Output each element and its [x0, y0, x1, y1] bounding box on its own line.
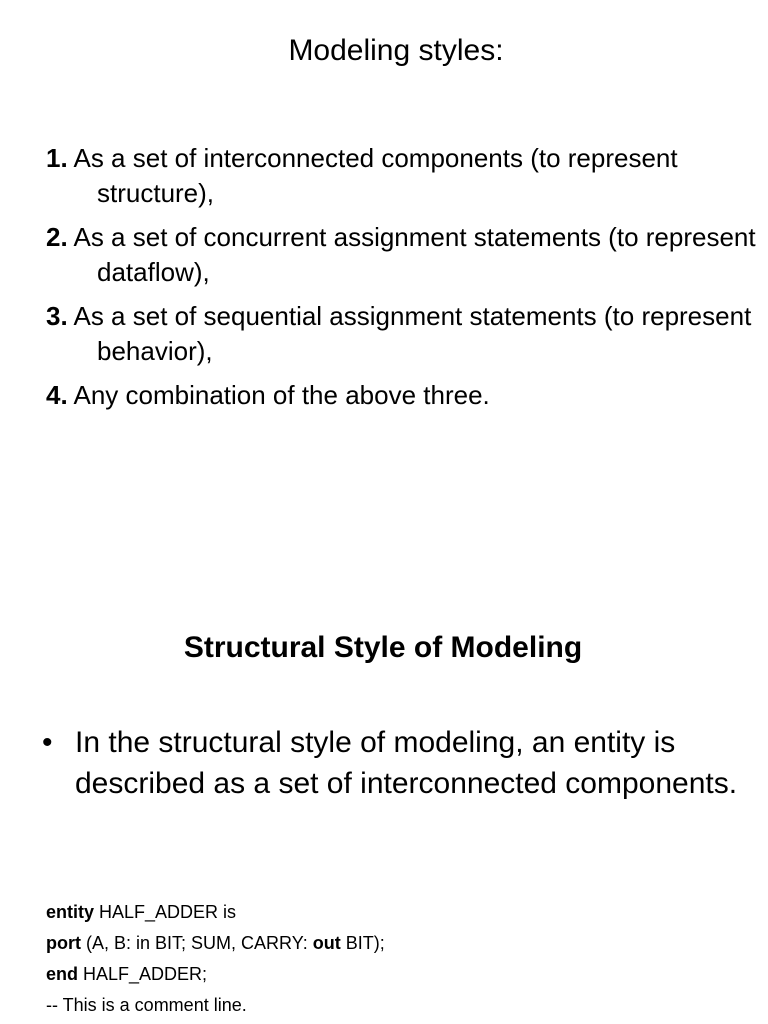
- code-keyword: end: [46, 964, 79, 984]
- code-line: [46, 928, 746, 959]
- code-keyword: entity: [46, 902, 95, 922]
- list-item: [46, 299, 756, 369]
- code-text: BIT);: [340, 933, 385, 953]
- code-line: [46, 959, 746, 990]
- list-item-text: As a set of interconnected components (to represent structure),: [73, 143, 678, 208]
- list-item-text: As a set of sequential assignment statements (to represent behavior),: [73, 301, 752, 366]
- bullet-paragraph: [42, 722, 742, 804]
- list-item: [46, 141, 756, 211]
- bullet-text: In the structural style of modeling, an entity is described as a set of interconnected components.: [75, 726, 738, 800]
- list-item-text: Any combination of the above three.: [73, 380, 490, 410]
- list-item-number: 4.: [46, 380, 68, 410]
- bullet-icon: •: [42, 726, 53, 759]
- list-item-text: As a set of concurrent assignment statements (to represent dataflow),: [73, 222, 756, 287]
- list-item: [46, 378, 756, 413]
- code-keyword: out: [312, 933, 341, 953]
- code-text: HALF_ADDER;: [78, 964, 208, 984]
- code-text: HALF_ADDER is: [94, 902, 237, 922]
- code-line: [46, 897, 746, 928]
- vhdl-code-block: [46, 897, 746, 1021]
- list-item-number: 1.: [46, 143, 68, 173]
- list-item-number: 3.: [46, 301, 68, 331]
- code-keyword: port: [46, 933, 81, 953]
- list-item-number: 2.: [46, 222, 68, 252]
- structural-style-title: Structural Style of Modeling: [183, 631, 583, 664]
- modeling-styles-list: [46, 141, 756, 422]
- code-text: (A, B: in BIT; SUM, CARRY:: [81, 933, 313, 953]
- code-comment-line: -- This is a comment line.: [46, 995, 247, 1015]
- list-item: [46, 220, 756, 290]
- modeling-styles-title: Modeling styles:: [288, 34, 504, 67]
